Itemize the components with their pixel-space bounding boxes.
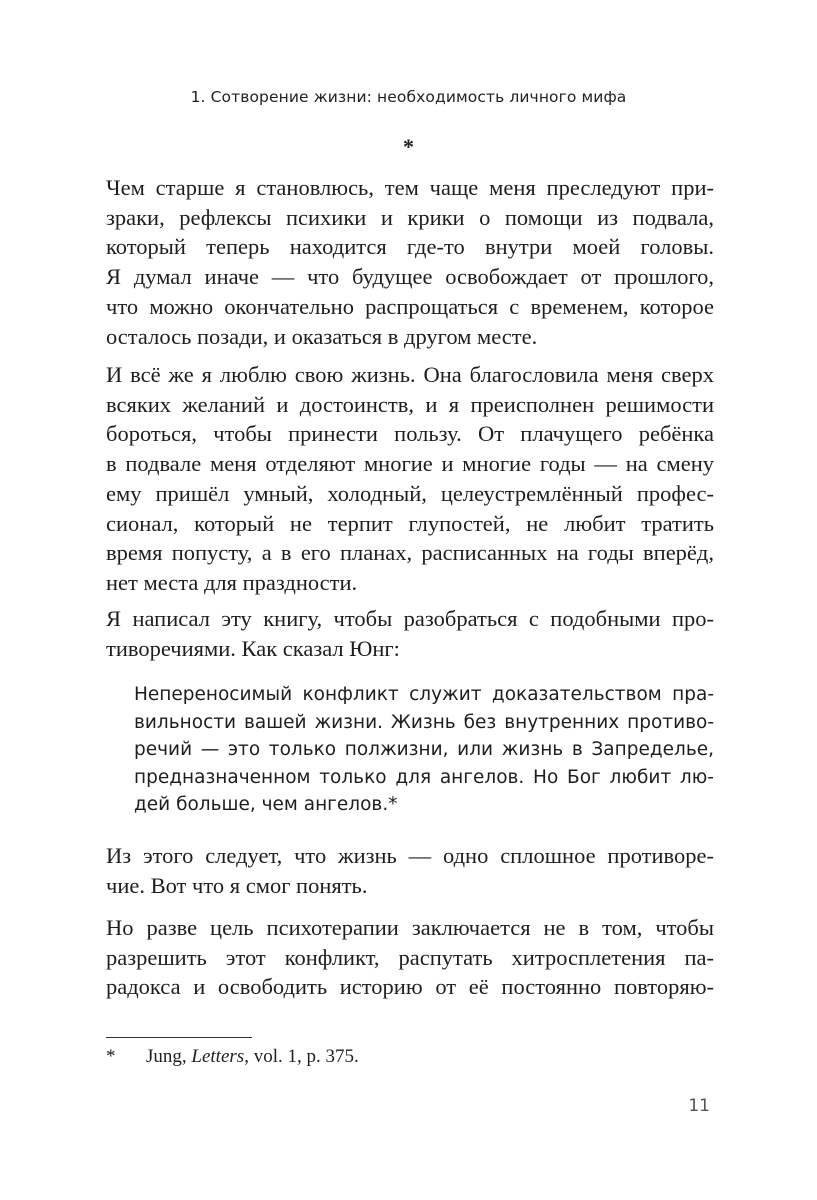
text-line: разрешить этот конфликт, распутать хитросплетения па- [106,944,714,970]
text-line: радокса и освободить историю от её постоянно повторяю- [106,974,714,1000]
text-line: зраки, рефлексы психики и крики о помощи из подвала, [106,204,714,230]
section-separator: * [403,134,414,159]
text-line: время попусту, а в его планах, расписанных на годы вперёд, [106,540,714,566]
text-line: чие. Вот что я смог понять. [106,872,368,898]
text-line: Я думал иначе — что будущее освобождает от прошлого, [106,264,714,290]
text-line: бороться, чтобы принести пользу. От плачущего ребёнка [106,421,714,447]
text-line: что можно окончательно распрощаться с временем, которое [106,293,714,319]
text-line: нет места для праздности. [106,569,358,595]
footnote-divider [106,1037,252,1038]
quote-line: предназначенном только для ангелов. Но Бог любит лю- [134,766,714,788]
quote-line: вильности вашей жизни. Жизнь без внутренних противо- [134,711,714,733]
paragraph-2 [106,360,714,598]
text-line: Я написал эту книгу, чтобы разобраться с подобными про- [106,606,714,631]
text-line: ему пришёл умный, холодный, целеустремлённый профес- [106,480,714,506]
text-line: который теперь находится где-то внутри моей головы. [106,234,714,260]
footnote [106,1044,714,1070]
footnote-author: Jung, [146,1046,192,1067]
footnote-marker: * [106,1046,116,1067]
text-line: в подвале меня отделяют многие и многие годы — на смену [106,451,714,477]
paragraph-1 [106,173,714,351]
quote-line: Непереносимый конфликт служит доказательством пра- [134,684,714,705]
footnote-reference: , vol. 1, p. 375. [244,1046,359,1067]
text-line: Из этого следует, что жизнь — одно сплошное противоре- [106,843,714,868]
block-quote [134,681,714,819]
text-line: сионал, который не терпит глупостей, не любит тратить [106,510,714,536]
running-header: 1. Сотворение жизни: необходимость личного мифа [190,88,627,106]
text-line: Но разве цель психотерапии заключается не в том, чтобы [106,915,714,940]
footnote-title: Letters [191,1046,245,1067]
text-line: И всё же я люблю свою жизнь. Она благословила меня сверх [106,362,714,387]
paragraph-5 [106,913,714,1002]
paragraph-3 [106,604,714,663]
text-line: тиворечиями. Как сказал Юнг: [106,635,400,661]
text-line: Чем старше я становлюсь, тем чаще меня преследуют при- [106,175,714,200]
text-line: всяких желаний и достоинств, и я преисполнен решимости [106,391,714,417]
paragraph-4 [106,841,714,900]
quote-line: дей больше, чем ангелов.* [134,794,398,815]
page-number: 11 [688,1096,710,1116]
text-line: осталось позади, и оказаться в другом месте. [106,323,538,349]
quote-line: речий — это только полжизни, или жизнь в Запредельe, [134,739,714,760]
